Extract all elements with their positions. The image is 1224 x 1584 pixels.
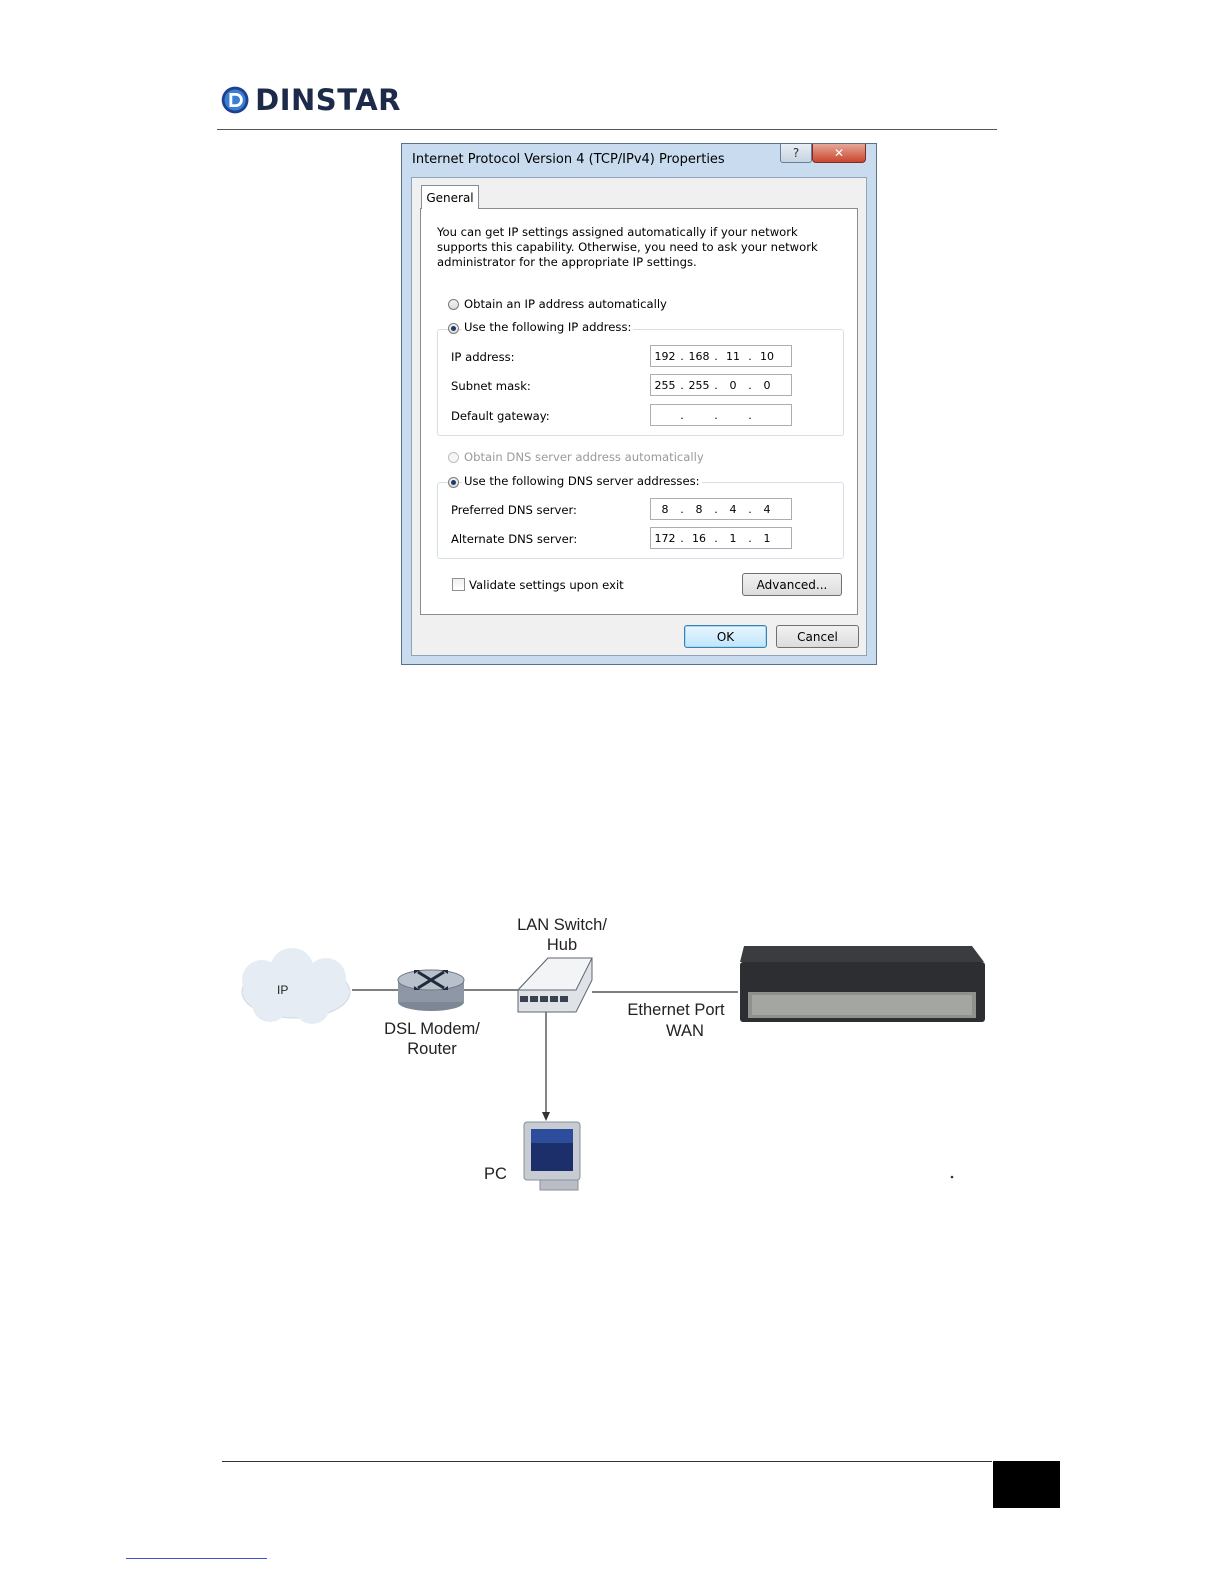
validate-settings-label: Validate settings upon exit xyxy=(469,578,624,592)
switch-label-line1: LAN Switch/ xyxy=(517,916,607,934)
ethernet-port-label: Ethernet Port xyxy=(627,1001,725,1019)
lan-switch-icon xyxy=(518,958,592,1012)
pc-monitor-icon xyxy=(524,1122,580,1190)
default-gateway-label: Default gateway: xyxy=(451,409,550,423)
arrow-head-icon xyxy=(542,1112,550,1121)
help-button[interactable]: ? xyxy=(780,144,812,163)
obtain-ip-auto-label: Obtain an IP address automatically xyxy=(464,297,667,311)
page-number-box xyxy=(993,1461,1060,1508)
internet-cloud-icon xyxy=(242,948,350,1024)
obtain-dns-auto-radio[interactable] xyxy=(448,452,459,463)
dot-mark xyxy=(951,1176,954,1179)
default-gateway-field[interactable]: . . . xyxy=(650,404,792,426)
ipv4-properties-dialog xyxy=(401,143,877,665)
gateway-device-image xyxy=(740,946,985,1022)
radio-selected-dot xyxy=(451,326,456,331)
obtain-ip-auto-radio[interactable] xyxy=(448,299,459,310)
use-following-ip-label: Use the following IP address: xyxy=(464,320,632,334)
use-following-ip-radio[interactable] xyxy=(448,323,459,334)
ip-address-field[interactable]: 192 . 168 . 11 . 10 xyxy=(650,345,792,367)
subnet-mask-field[interactable]: 255 . 255 . 0 . 0 xyxy=(650,374,792,396)
preferred-dns-field[interactable]: 8 . 8 . 4 . 4 xyxy=(650,498,792,520)
dinstar-logo xyxy=(221,78,401,122)
cloud-label: IP xyxy=(277,983,289,997)
router-icon xyxy=(398,970,464,1011)
close-button[interactable]: ✕ xyxy=(812,144,866,163)
tab-general[interactable]: General xyxy=(421,185,479,209)
router-label-line1: DSL Modem/ xyxy=(384,1020,480,1038)
switch-label-line2: Hub xyxy=(546,936,578,954)
preferred-dns-label: Preferred DNS server: xyxy=(451,503,577,517)
header-divider xyxy=(217,129,997,130)
footer-divider xyxy=(222,1461,992,1462)
router-label-line2: Router xyxy=(407,1040,457,1058)
radio-selected-dot xyxy=(451,480,456,485)
alternate-dns-label: Alternate DNS server: xyxy=(451,532,578,546)
obtain-dns-auto-label: Obtain DNS server address automatically xyxy=(464,450,704,464)
dialog-title: Internet Protocol Version 4 (TCP/IPv4) Properties xyxy=(412,152,725,167)
cancel-button[interactable]: Cancel xyxy=(776,625,859,648)
use-following-dns-radio[interactable] xyxy=(448,477,459,488)
footer-link-underline[interactable] xyxy=(126,1558,267,1559)
dialog-description: You can get IP settings assigned automatically if your network supports this capability. Otherwise, you need to ask your network administrator for the appropriate IP settings. xyxy=(437,225,818,269)
dialog-client-area xyxy=(411,177,867,656)
wan-label: WAN xyxy=(666,1022,704,1040)
ok-button[interactable]: OK xyxy=(684,625,767,648)
use-following-dns-label: Use the following DNS server addresses: xyxy=(464,474,700,488)
pc-label: PC xyxy=(484,1165,507,1183)
brand-name: DINSTAR xyxy=(255,83,401,117)
validate-settings-checkbox[interactable] xyxy=(452,578,465,591)
ip-address-label: IP address: xyxy=(451,350,515,364)
alternate-dns-field[interactable]: 172 . 16 . 1 . 1 xyxy=(650,527,792,549)
subnet-mask-label: Subnet mask: xyxy=(451,379,531,393)
general-tab-panel xyxy=(420,208,858,615)
advanced-button[interactable]: Advanced... xyxy=(742,573,842,596)
dinstar-logo-icon xyxy=(221,80,249,120)
